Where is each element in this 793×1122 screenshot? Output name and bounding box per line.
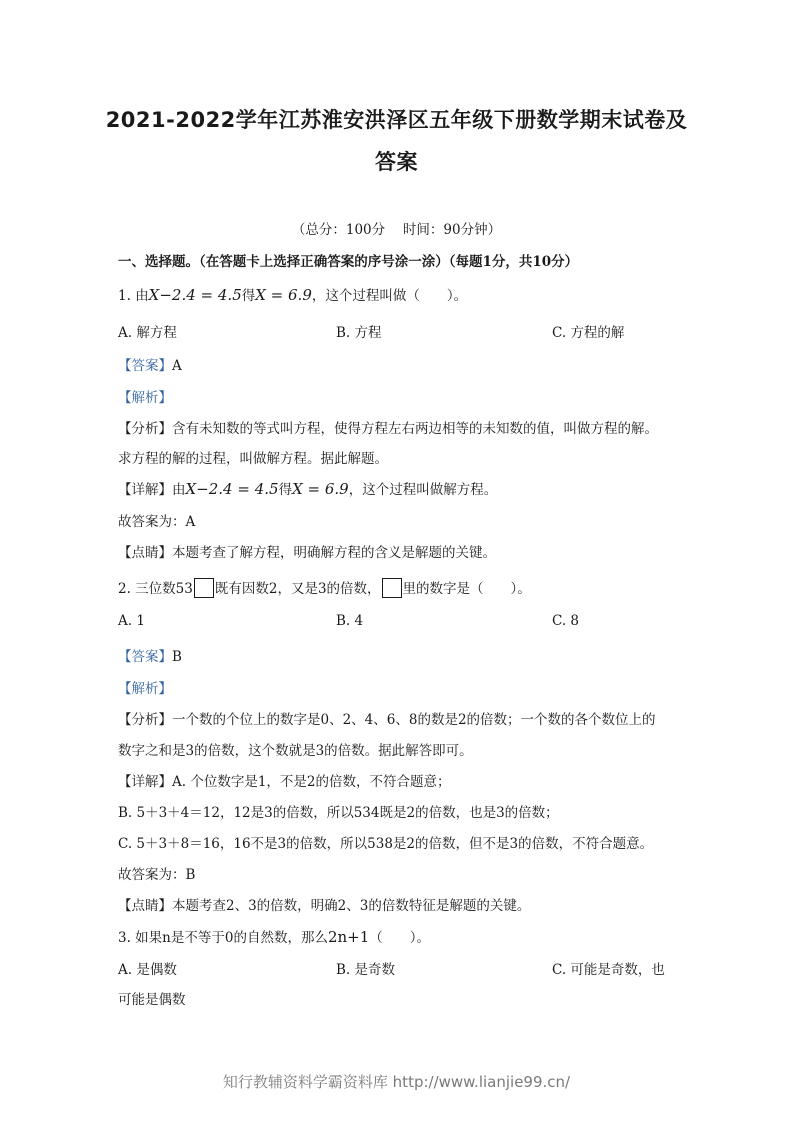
q2-dianjing xyxy=(118,894,530,914)
q3-option-b: B. 是奇数 xyxy=(336,962,396,978)
q1-option-c: C. 方程的解 xyxy=(552,325,625,341)
q1-expression-2: X = 6.9 xyxy=(255,286,312,304)
blank-box xyxy=(382,578,402,598)
q2-mid: 既有因数2，又是3的倍数， xyxy=(214,581,381,597)
q2-conclusion: 故答案为：B xyxy=(118,867,196,883)
q1-xiangjie-prefix: 由 xyxy=(172,482,186,498)
q1-fenxi-text1: 含有未知数的等式叫方程，使得方程左右两边相等的未知数的值，叫做方程的解。 xyxy=(172,421,658,437)
blank-box xyxy=(194,578,214,598)
q2-xiangjie-line1 xyxy=(118,770,451,790)
q1-mid: 得 xyxy=(241,288,256,304)
q2-xiangjie-line3: C. 5＋3＋8＝16，16不是3的倍数，所以538是2的倍数，但不是3的倍数，不符合题意。 xyxy=(118,836,654,852)
q1-analysis-tag: 【解析】 xyxy=(118,390,172,406)
q1-fenxi-tag: 【分析】 xyxy=(118,421,172,437)
q1-prefix: 1. 由 xyxy=(118,288,149,304)
q2-option-a: A. 1 xyxy=(118,613,145,629)
q2-fenxi-line1 xyxy=(118,708,656,728)
q1-dianjing xyxy=(118,541,496,561)
document-title-line2: 答案 xyxy=(375,150,418,174)
q2-fenxi-text1: 一个数的个位上的数字是0、2、4、6、8的数是2的倍数；一个数的各个数位上的 xyxy=(172,712,656,728)
q1-fenxi-line1 xyxy=(118,417,658,437)
q2-option-c: C. 8 xyxy=(552,613,580,629)
q2-fenxi-line2: 数字之和是3的倍数，这个数就是3的倍数。据此解答即可。 xyxy=(118,743,473,759)
q1-expression-1: X−2.4 = 4.5 xyxy=(148,286,242,304)
q3-option-a: A. 是偶数 xyxy=(118,962,177,978)
q2-fenxi-tag: 【分析】 xyxy=(118,712,172,728)
q1-answer-value: A xyxy=(172,358,182,374)
q1-option-b: B. 方程 xyxy=(336,325,382,341)
q3-option-c: C. 可能是奇数，也 xyxy=(552,962,665,978)
q1-answer-tag: 【答案】 xyxy=(118,358,172,374)
q3-prefix: 3. 如果n是不等于0的自然数，那么 xyxy=(118,930,328,946)
q2-answer-tag: 【答案】 xyxy=(118,649,172,665)
q2-option-b: B. 4 xyxy=(336,613,364,629)
q1-xiangjie-expression-2: X = 6.9 xyxy=(292,480,349,498)
document-title-line1: 2021-2022学年江苏淮安洪泽区五年级下册数学期末试卷及 xyxy=(105,108,688,132)
q2-prefix: 2. 三位数53 xyxy=(118,581,193,597)
q3-option-c-continued: 可能是偶数 xyxy=(118,992,186,1008)
question-3 xyxy=(118,926,430,946)
q1-dianjing-text: 本题考查了解方程，明确解方程的含义是解题的关键。 xyxy=(172,545,496,561)
q3-suffix: （ ）。 xyxy=(369,930,431,946)
question-2 xyxy=(118,577,531,598)
footer-watermark: 知行教辅资料学霸资料库 http://www.lianjie99.cn/ xyxy=(222,1073,571,1091)
q1-suffix: ，这个过程叫做（ ）。 xyxy=(311,288,468,304)
q2-suffix: 里的数字是（ ）。 xyxy=(402,581,531,597)
q1-fenxi-line2: 求方程的解的过程，叫做解方程。据此解题。 xyxy=(118,451,388,467)
q2-answer xyxy=(118,645,182,665)
q2-dianjing-tag: 【点睛】 xyxy=(118,898,172,914)
q2-analysis-tag: 【解析】 xyxy=(118,681,172,697)
exam-meta: （总分：100分 时间：90分钟） xyxy=(291,222,502,238)
q1-answer xyxy=(118,354,182,374)
q2-xiangjie-tag: 【详解】 xyxy=(118,774,172,790)
q1-xiangjie xyxy=(118,478,497,498)
q1-dianjing-tag: 【点睛】 xyxy=(118,545,172,561)
q2-xiangjie-text1: A. 个位数字是1，不是2的倍数，不符合题意； xyxy=(172,774,451,790)
q1-option-a: A. 解方程 xyxy=(118,325,177,341)
q2-dianjing-text: 本题考查2、3的倍数，明确2、3的倍数特征是解题的关键。 xyxy=(172,898,531,914)
q1-xiangjie-tag: 【详解】 xyxy=(118,482,172,498)
q2-answer-value: B xyxy=(172,649,182,665)
q3-expression: 2n+1 xyxy=(327,928,370,946)
q1-xiangjie-suffix: ，这个过程叫做解方程。 xyxy=(348,482,498,498)
q2-xiangjie-line2: B. 5＋3＋4＝12，12是3的倍数，所以534既是2的倍数，也是3的倍数； xyxy=(118,805,559,821)
q1-conclusion: 故答案为：A xyxy=(118,514,196,530)
q1-xiangjie-mid: 得 xyxy=(278,482,293,498)
q1-xiangjie-expression-1: X−2.4 = 4.5 xyxy=(185,480,279,498)
section-heading: 一、选择题。（在答题卡上选择正确答案的序号涂一涂）（每题1分，共10分） xyxy=(118,254,579,270)
question-1 xyxy=(118,284,467,304)
